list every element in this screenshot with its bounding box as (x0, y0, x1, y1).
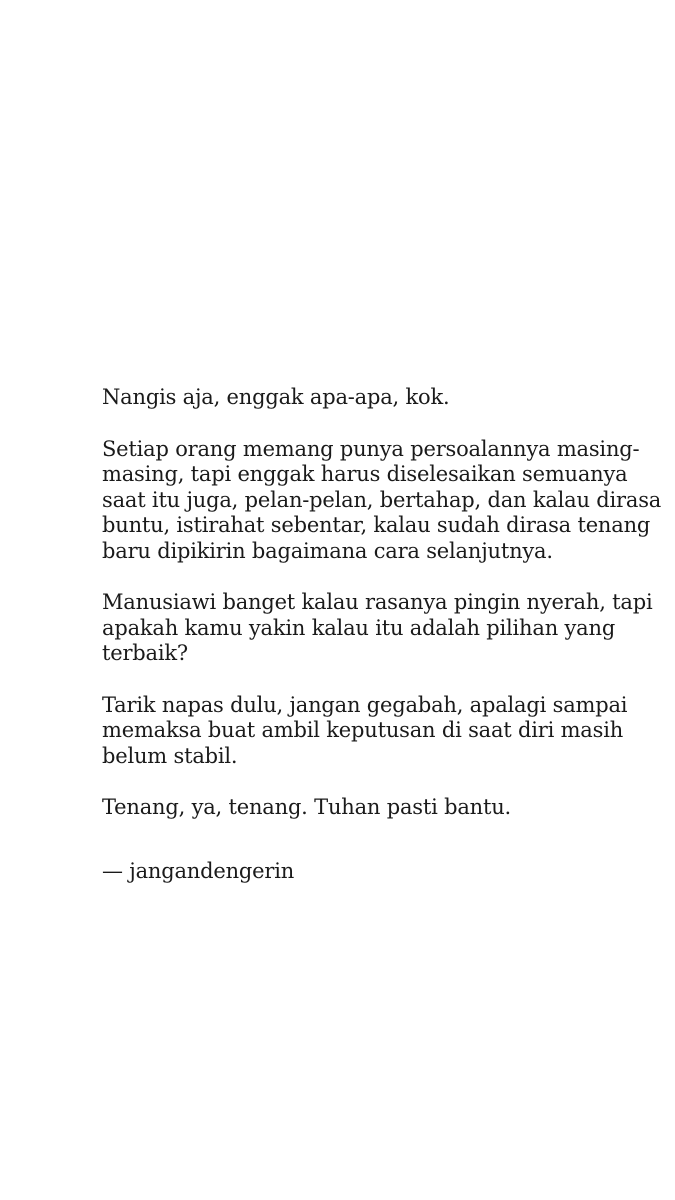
text-line: apakah kamu yakin kalau itu adalah pilihan yang (102, 615, 616, 640)
text-line: memaksa buat ambil keputusan di saat diri masih (102, 718, 624, 742)
text-line: belum stabil. (102, 743, 238, 768)
text-line: Manusiawi banget kalau rasanya pingin nyerah, tapi (102, 590, 653, 614)
paragraph-4 (102, 692, 628, 770)
text-line: Tenang, ya, tenang. Tuhan pasti bantu. (102, 795, 512, 819)
note-text (102, 385, 662, 910)
text-line: masing, tapi enggak harus diselesaikan semuanya (102, 462, 628, 486)
text-line: buntu, istirahat sebentar, kalau sudah dirasa tenang (102, 513, 651, 537)
text-line: baru dipikirin bagaimana cara selanjutnya. (102, 538, 553, 563)
text-line: terbaik? (102, 641, 188, 665)
paragraph-2 (102, 436, 662, 565)
text-line: Nangis aja, enggak apa-apa, kok. (102, 385, 450, 409)
text-line: Tarik napas dulu, jangan gegabah, apalagi sampai (102, 692, 628, 717)
signature: — jangandengerin (102, 858, 295, 883)
text-line: saat itu juga, pelan-pelan, bertahap, dan kalau dirasa (102, 487, 662, 512)
paragraph-1 (102, 385, 622, 411)
paragraph-5 (102, 795, 622, 821)
text-line: Setiap orang memang punya persoalannya masing- (102, 436, 640, 461)
paragraph-3 (102, 590, 653, 667)
